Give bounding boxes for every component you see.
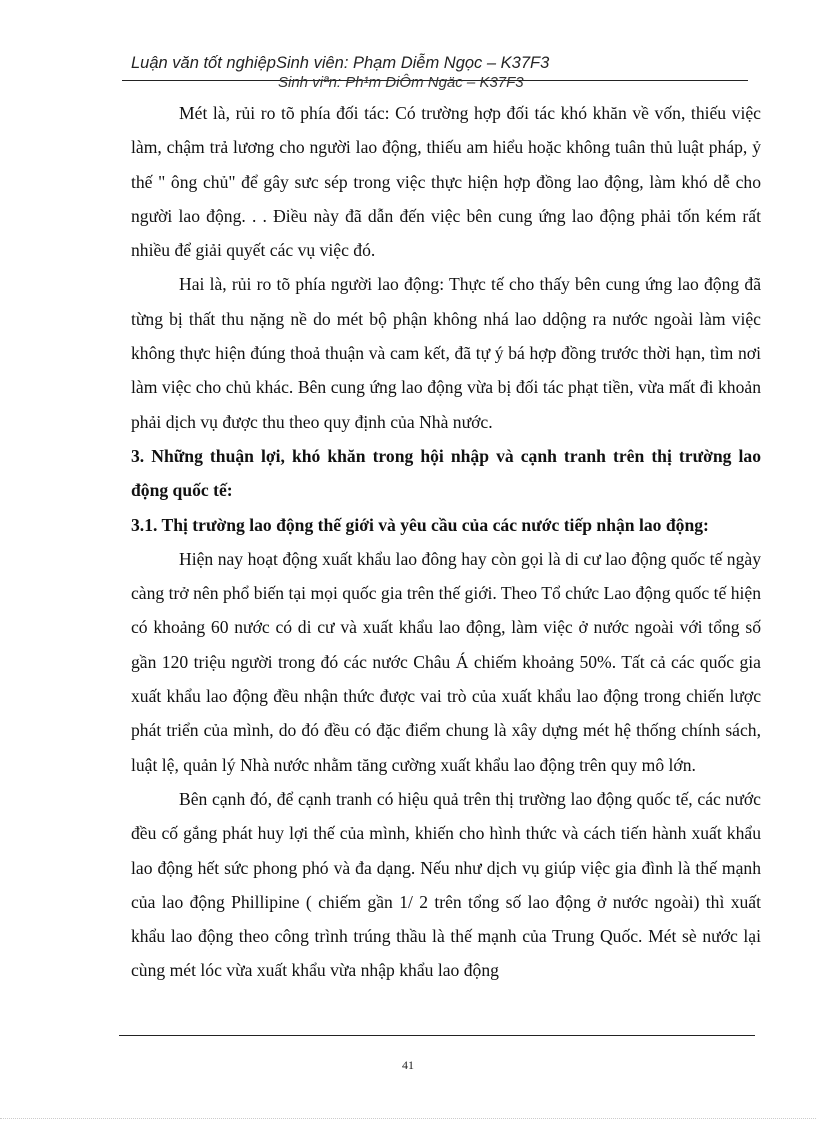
section-heading-3: 3. Những thuận lợi, khó khăn trong hội nhập và cạnh tranh trên thị trường lao động quốc tế:	[131, 445, 761, 501]
running-header-ghost: Sinh viªn: Ph¹m DiÔm Ngäc – K37F3	[278, 74, 524, 91]
paragraph-risk-partner: Mét là, rủi ro tõ phía đối tác: Có trường hợp đối tác khó khăn về vốn, thiếu việc làm, chậm trả lương cho người lao động, thiếu am hiểu hoặc không tuân thủ luật pháp, ỷ thế " ông chủ" để gây sưc sép trong việc thực hiện hợp đồng lao động, làm khó dễ cho người lao động. . . Điều này đã dẫn đến việc bên cung ứng lao động phải tốn kém rất nhiều để giải quyết các vụ việc đó.	[131, 103, 761, 261]
footer-rule	[119, 1035, 755, 1036]
page-edge-dotted-line	[0, 1118, 816, 1119]
paragraph-competition: Bên cạnh đó, để cạnh tranh có hiệu quả trên thị trường lao động quốc tế, các nước đều cố gắng phát huy lợi thế của mình, khiến cho hình thức và cách tiến hành xuất khẩu lao động hết sức phong phó và đa dạng. Nếu như dịch vụ giúp việc gia đình là thế mạnh của lao động Phillipine ( chiếm gần 1/ 2 trên tổng số lao động ở nước ngoài) thì xuất khẩu lao động theo công trình trúng thầu là thế mạnh của Trung Quốc. Mét sè nước lại cùng mét lóc vừa xuất khẩu vừa nhập khẩu lao động	[131, 788, 761, 981]
paragraph-labor-migration: Hiện nay hoạt động xuất khẩu lao đông hay còn gọi là di cư lao động quốc tế ngày càng trở nên phổ biến tại mọi quốc gia trên thế giới. Theo Tổ chức Lao động quốc tế hiện có khoảng 60 nước có di cư và xuất khẩu lao động, làm việc ở nước ngoài với tổng số gần 120 triệu người trong đó các nước Châu Á chiếm khoảng 50%. Tất cả các quốc gia xuất khẩu lao động đều nhận thức được vai trò của xuất khẩu lao động trong chiến lược phát triển của mình, do đó đều có đặc điểm chung là xây dựng mét hệ thống chính sách, luật lệ, quản lý Nhà nước nhằm tăng cường xuất khẩu lao động trên quy mô lớn.	[131, 548, 761, 775]
page-number: 41	[402, 1058, 414, 1072]
section-heading-3-1: 3.1. Thị trường lao động thế giới và yêu cầu của các nước tiếp nhận lao động:	[131, 514, 709, 535]
running-header: Luận văn tốt nghiệpSinh viên: Phạm Diễm Ngọc – K37F3	[131, 54, 550, 72]
document-body	[131, 96, 761, 988]
paragraph-risk-worker: Hai là, rủi ro tõ phía người lao động: Thực tế cho thấy bên cung ứng lao động đã từng bị thất thu nặng nề do mét bộ phận không nhá lao ddộng ra nước ngoài làm việc không thực hiện đúng thoả thuận và cam kết, đã tự ý bá hợp đồng trước thời hạn, tìm nơi làm việc cho chủ khác. Bên cung ứng lao động vừa bị đối tác phạt tiền, vừa mất đi khoản phải dịch vụ được thu theo quy định của Nhà nước.	[131, 274, 761, 432]
